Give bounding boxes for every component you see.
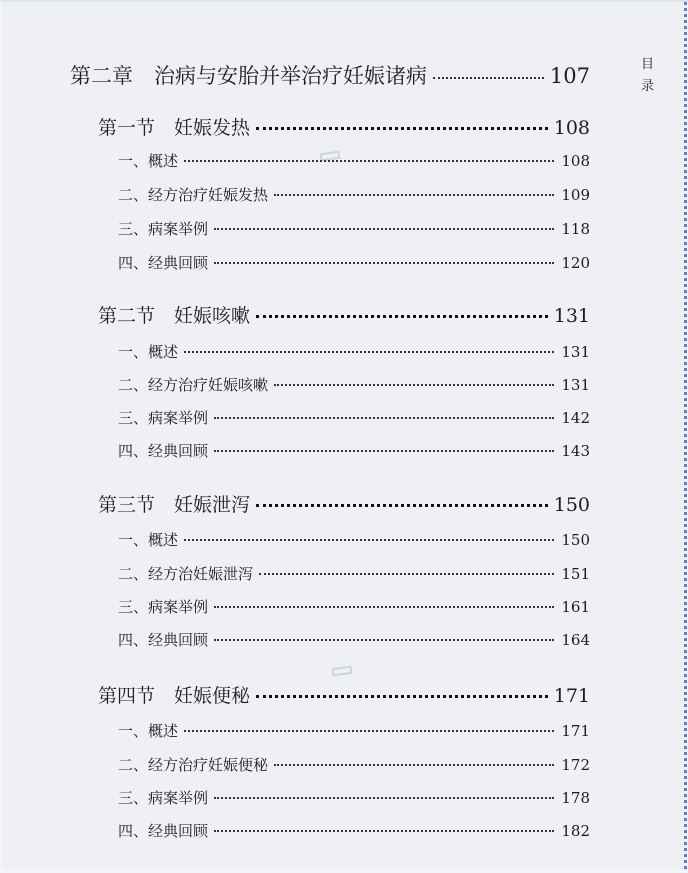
dot-leader: [214, 830, 554, 832]
item-page-number: 164: [561, 631, 590, 649]
toc-item[interactable]: [118, 341, 590, 362]
dot-leader: [184, 730, 554, 732]
item-page-number: 143: [561, 442, 590, 460]
item-page-number: 131: [561, 343, 590, 361]
toc-item[interactable]: [118, 184, 590, 205]
dot-leader: [214, 417, 554, 419]
section-page-number: 150: [553, 494, 590, 516]
section-title: 第四节 妊娠便秘: [98, 685, 251, 707]
toc-item[interactable]: [118, 720, 590, 741]
toc-item[interactable]: [118, 407, 590, 428]
toc-item[interactable]: [118, 440, 590, 461]
section-page-number: 108: [553, 117, 590, 139]
section-title: 第二节 妊娠咳嗽: [98, 305, 251, 327]
item-page-number: 118: [561, 220, 590, 238]
section-page-number: 171: [553, 685, 590, 707]
toc-section[interactable]: [98, 113, 590, 140]
dot-leader: [256, 315, 548, 318]
item-title: 二、经方治疗妊娠发热: [118, 186, 269, 204]
dot-leader: [274, 194, 554, 196]
toc-section[interactable]: [98, 490, 590, 517]
item-title: 一、概述: [118, 531, 179, 549]
dot-leader: [256, 504, 548, 507]
item-title: 三、病案举例: [118, 220, 209, 238]
dot-leader: [214, 606, 554, 608]
dot-leader: [214, 228, 554, 230]
item-title: 三、病案举例: [118, 598, 209, 616]
dot-leader: [184, 351, 554, 353]
item-page-number: 171: [561, 722, 590, 740]
toc-item[interactable]: [118, 596, 590, 617]
dot-leader: [259, 573, 554, 575]
item-page-number: 142: [561, 409, 590, 427]
toc-item[interactable]: [118, 820, 590, 841]
toc-section[interactable]: [98, 681, 590, 708]
dot-leader: [184, 160, 554, 162]
item-title: 一、概述: [118, 152, 179, 170]
dot-leader: [256, 695, 548, 698]
item-page-number: 151: [561, 565, 590, 583]
toc-item[interactable]: [118, 629, 590, 650]
section-page-number: 131: [553, 305, 590, 327]
side-label-contents: 目录: [641, 57, 655, 94]
item-title: 一、概述: [118, 343, 179, 361]
item-page-number: 120: [561, 254, 590, 272]
dot-leader: [214, 639, 554, 641]
chapter-page-number: 107: [549, 64, 590, 88]
dot-leader: [274, 764, 554, 766]
dot-leader: [433, 77, 544, 79]
item-page-number: 161: [561, 598, 590, 616]
item-title: 一、概述: [118, 722, 179, 740]
bleed-through-stamp: [332, 666, 353, 677]
section-title: 第一节 妊娠发热: [98, 117, 251, 139]
toc-item[interactable]: [118, 754, 590, 775]
toc-item[interactable]: [118, 218, 590, 239]
item-page-number: 108: [561, 152, 590, 170]
item-page-number: 150: [561, 531, 590, 549]
item-title: 四、经典回顾: [118, 442, 209, 460]
section-title: 第三节 妊娠泄泻: [98, 494, 251, 516]
dot-leader: [256, 127, 548, 130]
item-title: 二、经方治疗妊娠咳嗽: [118, 376, 269, 394]
item-page-number: 182: [561, 822, 590, 840]
toc-item[interactable]: [118, 529, 590, 550]
toc-item[interactable]: [118, 787, 590, 808]
item-page-number: 178: [561, 789, 590, 807]
dot-leader: [184, 539, 554, 541]
item-title: 二、经方治妊娠泄泻: [118, 565, 254, 583]
dot-leader: [214, 797, 554, 799]
item-title: 四、经典回顾: [118, 822, 209, 840]
item-title: 二、经方治疗妊娠便秘: [118, 756, 269, 774]
toc-item[interactable]: [118, 563, 590, 584]
item-title: 三、病案举例: [118, 409, 209, 427]
dot-leader: [214, 262, 554, 264]
item-page-number: 109: [561, 186, 590, 204]
toc-item[interactable]: [118, 252, 590, 273]
dot-leader: [214, 450, 554, 452]
item-page-number: 131: [561, 376, 590, 394]
toc-section[interactable]: [98, 301, 590, 328]
toc-item[interactable]: [118, 150, 590, 171]
item-title: 三、病案举例: [118, 789, 209, 807]
item-page-number: 172: [561, 756, 590, 774]
item-title: 四、经典回顾: [118, 631, 209, 649]
chapter-title: 第二章 治病与安胎并举治疗妊娠诸病: [70, 64, 427, 88]
toc-item[interactable]: [118, 374, 590, 395]
item-title: 四、经典回顾: [118, 254, 209, 272]
toc-chapter[interactable]: [70, 60, 590, 90]
dot-leader: [274, 384, 554, 386]
